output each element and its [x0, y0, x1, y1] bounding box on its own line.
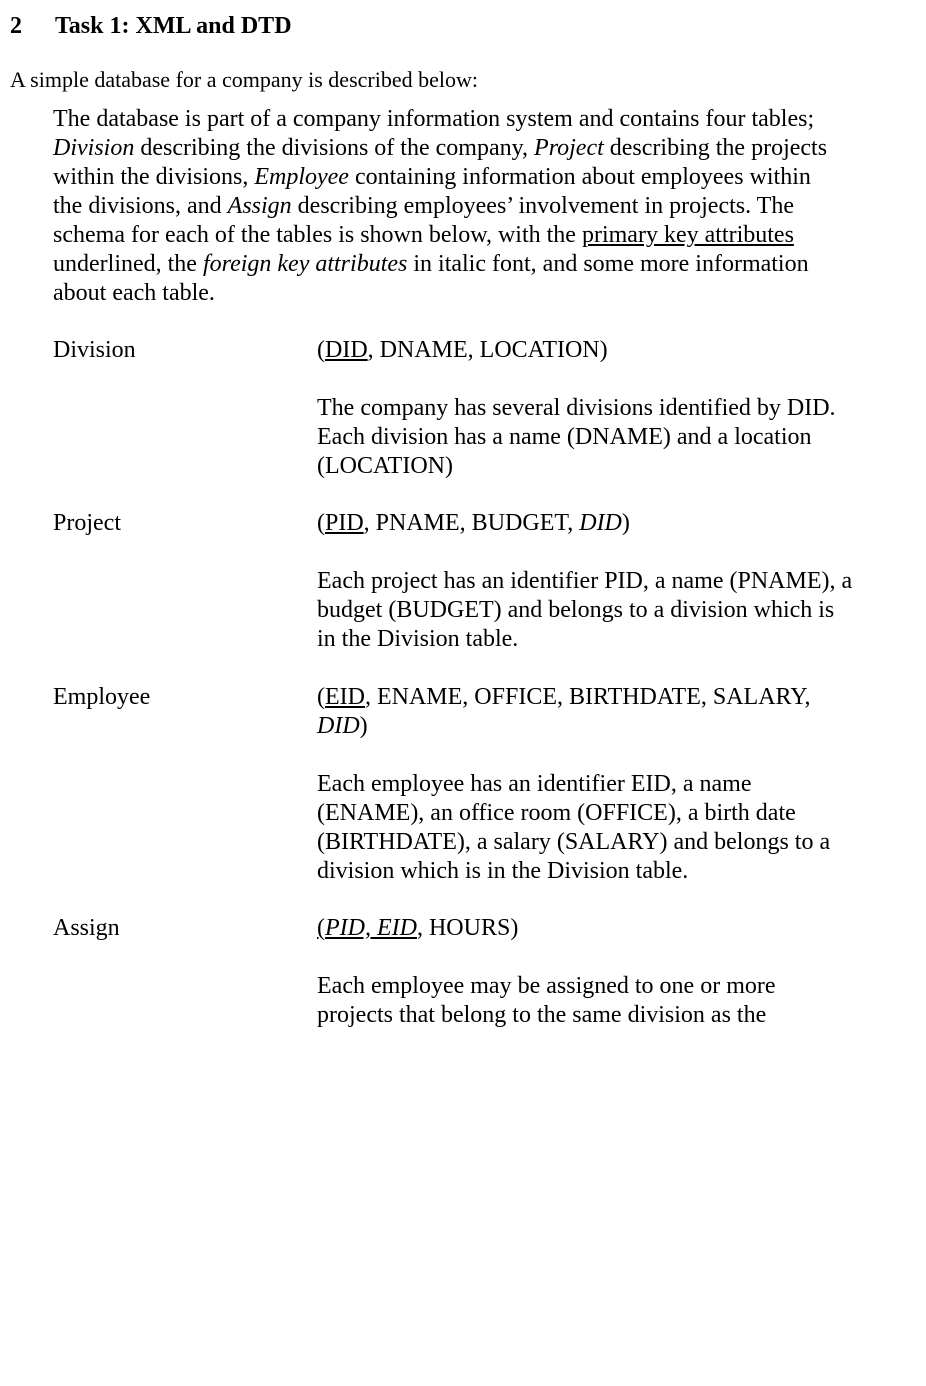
schema-employee — [317, 683, 907, 741]
schema-line — [317, 509, 907, 538]
description-line: about each table. — [53, 280, 215, 306]
description-line — [53, 134, 903, 163]
description-text: underlined, the — [53, 251, 203, 277]
primary-foreign-key: PID, EID — [325, 915, 417, 941]
description-text: describing the divisions of the company, — [134, 135, 535, 161]
schema-line — [317, 683, 907, 712]
description-line: Each employee has an identifier EID, a name — [317, 771, 752, 797]
table-label-project: Project — [53, 510, 121, 536]
schema-text: , ENAME, OFFICE, BIRTHDATE, SALARY, — [364, 684, 811, 710]
schema-division — [317, 336, 907, 365]
description-text: in italic font, and some more information — [407, 251, 809, 277]
schema-line — [317, 712, 907, 741]
description-text: the divisions, and — [53, 193, 228, 219]
schema-text: , HOURS) — [416, 915, 519, 941]
description-line: division which is in the Division table. — [317, 858, 689, 884]
schema-line — [317, 914, 907, 943]
section-title: Task 1: XML and DTD — [55, 13, 292, 39]
primary-key: DID — [325, 337, 368, 363]
description-line — [53, 221, 903, 250]
schema-text: ( — [317, 915, 325, 941]
schema-assign — [317, 914, 907, 943]
schema-text: ( — [317, 337, 325, 363]
schema-text: , DNAME, LOCATION) — [367, 337, 608, 363]
intro-text: A simple database for a company is described below: — [10, 67, 478, 92]
schema-text: ( — [317, 684, 325, 710]
table-label-assign: Assign — [53, 915, 120, 941]
description-line: Each project has an identifier PID, a name (PNAME), a — [317, 568, 853, 594]
table-description-employee — [317, 770, 907, 886]
description-paragraph — [53, 105, 903, 308]
description-text: describing employees’ involvement in projects. The — [291, 193, 794, 219]
foreign-key-term: foreign key attributes — [202, 251, 408, 277]
description-text: schema for each of the tables is shown below, with the — [53, 222, 582, 248]
foreign-key: DID — [317, 713, 360, 739]
description-line: (BIRTHDATE), a salary (SALARY) and belongs to a — [317, 829, 831, 855]
description-text: within the divisions, — [53, 164, 255, 190]
table-description-project — [317, 567, 907, 654]
description-line — [53, 192, 903, 221]
table-description-assign — [317, 972, 907, 1030]
description-line: in the Division table. — [317, 626, 519, 652]
schema-text: ( — [317, 510, 325, 536]
table-name-italic: Assign — [227, 193, 292, 219]
description-line — [53, 163, 903, 192]
schema-line — [317, 336, 907, 365]
description-line — [53, 250, 903, 279]
section-heading — [10, 10, 292, 42]
table-label-employee: Employee — [53, 684, 151, 710]
description-line: (ENAME), an office room (OFFICE), a birth date — [317, 800, 796, 826]
table-name-italic: Division — [53, 135, 135, 161]
schema-project — [317, 509, 907, 538]
section-number: 2 — [10, 13, 22, 39]
table-name-italic: Project — [534, 135, 604, 161]
table-name-italic: Employee — [254, 164, 349, 190]
description-line: (LOCATION) — [317, 453, 453, 479]
description-line: The database is part of a company information system and contains four tables; — [53, 106, 815, 132]
description-text: describing the projects — [603, 135, 828, 161]
description-line: Each employee may be assigned to one or more — [317, 973, 776, 999]
table-description-division — [317, 394, 907, 481]
schema-text: ) — [359, 713, 368, 739]
description-line: The company has several divisions identified by DID. — [317, 395, 836, 421]
primary-key: EID — [325, 684, 365, 710]
description-line: budget (BUDGET) and belongs to a division which is — [317, 597, 835, 623]
schema-text: ) — [621, 510, 630, 536]
table-label-division: Division — [53, 337, 136, 363]
description-text: containing information about employees within — [348, 164, 811, 190]
schema-text: , PNAME, BUDGET, — [363, 510, 580, 536]
description-line: Each division has a name (DNAME) and a location — [317, 424, 812, 450]
primary-key-term: primary key attributes — [581, 222, 794, 248]
description-line: projects that belong to the same division as the — [317, 1002, 767, 1028]
foreign-key: DID — [579, 510, 622, 536]
primary-key: PID — [325, 510, 364, 536]
